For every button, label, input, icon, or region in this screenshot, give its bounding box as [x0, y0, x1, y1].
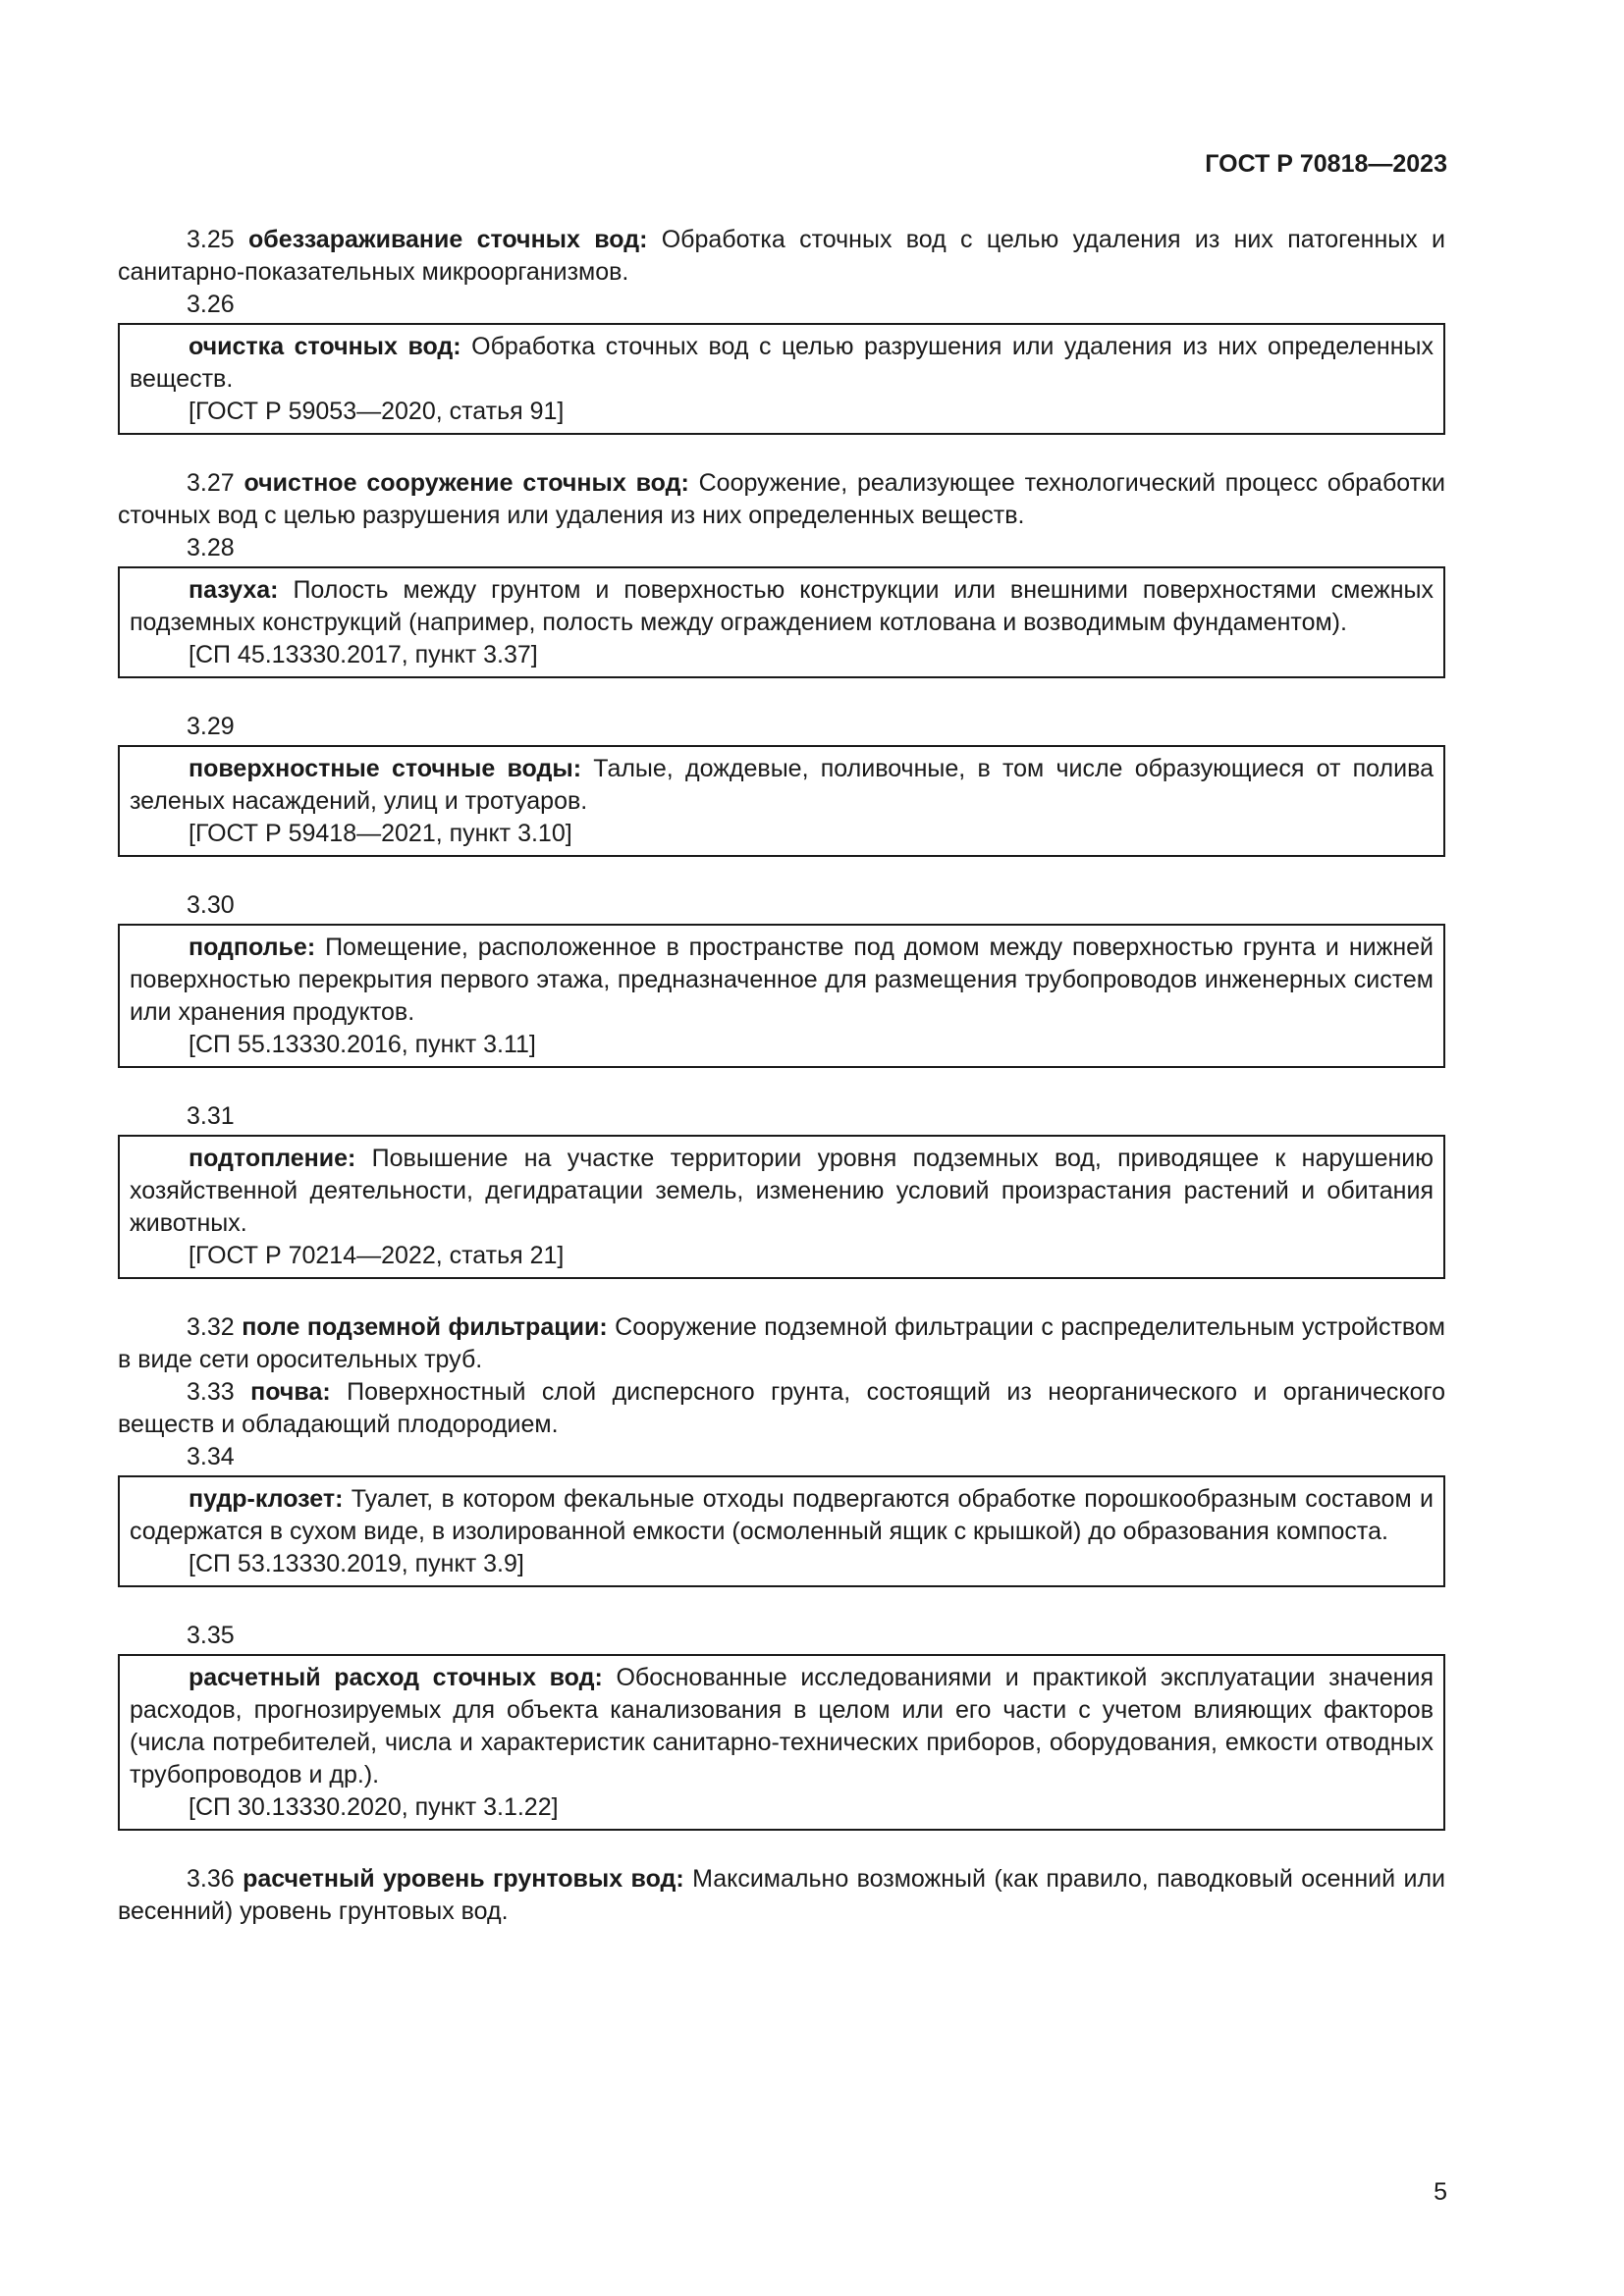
term-box-3-34 [118, 1475, 1445, 1587]
term-3-33 [118, 1376, 1445, 1441]
term-name: поверхностные сточные воды: [189, 755, 582, 782]
term-box-3-29 [118, 745, 1445, 857]
term-number: 3.29 [187, 713, 235, 740]
term-name: пудр-клозет: [189, 1485, 344, 1513]
term-box-3-28 [118, 566, 1445, 678]
term-definition: Обоснованные исследованиями и практикой эксплуатации значения расходов, прогнозируемых для объекта канализования в целом или его части с учетом влияющих факторов (числа потребителей, числа и характеристик санитарно-технических приборов, оборудования, емкости отводных трубопроводов и др.). [130, 1664, 1434, 1789]
term-name: подполье: [189, 934, 316, 961]
term-definition: Полость между грунтом и поверхностью конструкции или внешними поверхностями смежных подземных конструкций (например, полость между ограждением котлована и возводимым фундаментом). [130, 576, 1434, 636]
term-number: 3.26 [187, 291, 235, 318]
term-name: расчетный уровень грунтовых вод: [243, 1865, 684, 1893]
term-name: подтопление: [189, 1145, 356, 1172]
term-definition: Туалет, в котором фекальные отходы подвергаются обработке порошкообразным составом и содержатся в сухом виде, в изолированной емкости (осмоленный ящик с крышкой) до образования компоста. [130, 1485, 1434, 1545]
term-number: 3.34 [187, 1443, 235, 1470]
term-number: 3.33 [187, 1378, 235, 1406]
term-definition: Обработка сточных вод с целью удаления из них патогенных и санитарно-показательных микроорганизмов. [118, 226, 1445, 286]
term-name: почва: [250, 1378, 331, 1406]
term-name: расчетный расход сточных вод: [189, 1664, 603, 1691]
term-3-27 [118, 467, 1445, 532]
term-box-3-26 [118, 323, 1445, 435]
term-box-3-31 [118, 1135, 1445, 1279]
term-name: обеззараживание сточных вод: [247, 226, 648, 253]
term-number: 3.27 [187, 469, 235, 497]
term-definition: Талые, дождевые, поливочные, в том числе образующиеся от полива зеленых насаждений, улиц и тротуаров. [130, 755, 1434, 815]
term-definition: Повышение на участке территории уровня подземных вод, приводящее к нарушению хозяйственной деятельности, дегидратации земель, изменению условий произрастания растений и обитания животных. [130, 1145, 1434, 1237]
page-number: 5 [1434, 2178, 1447, 2206]
term-3-36 [118, 1863, 1445, 1928]
term-source: [СП 53.13330.2019, пункт 3.9] [189, 1550, 524, 1577]
term-number: 3.32 [187, 1313, 235, 1341]
term-source: [СП 30.13330.2020, пункт 3.1.22] [189, 1793, 559, 1821]
term-source: [ГОСТ Р 59418—2021, пункт 3.10] [189, 820, 572, 847]
term-definition: Сооружение подземной фильтрации с распределительным устройством в виде сети оросительных труб. [118, 1313, 1445, 1373]
term-number: 3.28 [187, 534, 235, 561]
term-definition: Максимально возможный (как правило, паводковый осенний или весенний) уровень грунтовых вод. [118, 1865, 1445, 1925]
term-definition: Поверхностный слой дисперсного грунта, состоящий из неорганического и органического веществ и обладающий плодородием. [118, 1378, 1445, 1438]
document-code: ГОСТ Р 70818—2023 [1205, 150, 1447, 178]
term-3-32 [118, 1311, 1445, 1376]
term-source: [СП 45.13330.2017, пункт 3.37] [189, 641, 538, 668]
term-name: поле подземной фильтрации: [242, 1313, 608, 1341]
term-source: [СП 55.13330.2016, пункт 3.11] [189, 1031, 536, 1058]
term-number: 3.30 [187, 891, 235, 919]
term-name: пазуха: [189, 576, 279, 604]
term-name: очистное сооружение сточных вод: [244, 469, 689, 497]
term-number: 3.31 [187, 1102, 235, 1130]
term-number: 3.35 [187, 1622, 235, 1649]
term-source: [ГОСТ Р 59053—2020, статья 91] [189, 398, 565, 425]
term-definition: Обработка сточных вод с целью разрушения или удаления из них определенных веществ. [130, 333, 1434, 393]
document-body [118, 224, 1445, 1928]
term-definition: Сооружение, реализующее технологический процесс обработки сточных вод с целью разрушения или удаления из них определенных веществ. [118, 469, 1445, 529]
term-3-25 [118, 224, 1445, 289]
term-name: очистка сточных вод: [189, 333, 461, 360]
term-definition: Помещение, расположенное в пространстве под домом между поверхностью грунта и нижней поверхностью перекрытия первого этажа, предназначенное для размещения трубопроводов инженерных систем или хранения продуктов. [130, 934, 1434, 1026]
term-box-3-30 [118, 924, 1445, 1068]
term-number: 3.25 [187, 226, 235, 253]
term-number: 3.36 [187, 1865, 235, 1893]
term-source: [ГОСТ Р 70214—2022, статья 21] [189, 1242, 565, 1269]
term-box-3-35 [118, 1654, 1445, 1831]
